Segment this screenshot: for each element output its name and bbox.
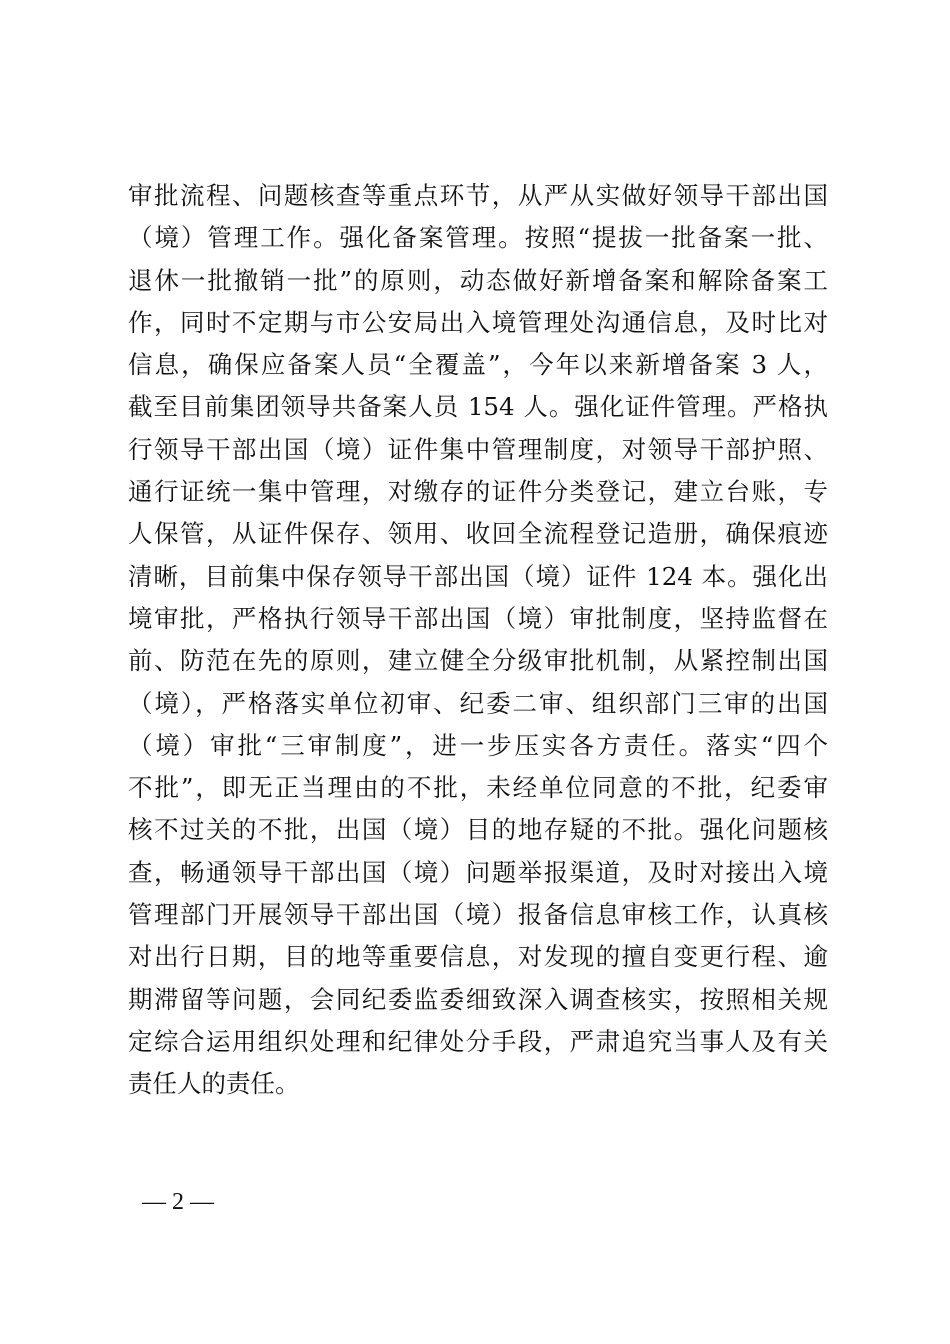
text-line: 境审批，严格执行领导干部出国（境）审批制度，坚持监督在 xyxy=(128,603,828,633)
text-line: （境），严格落实单位初审、纪委二审、组织部门三审的出国 xyxy=(128,688,828,718)
text-line: 信息，确保应备案人员“全覆盖”，今年以来新增备案 3 人， xyxy=(128,350,828,380)
text-line: 审批流程、问题核查等重点环节，从严从实做好领导干部出国 xyxy=(128,181,828,210)
text-line: （境）审批“三审制度”，进一步压实各方责任。落实“四个 xyxy=(128,730,828,760)
text-line: 清晰，目前集中保存领导干部出国（境）证件 124 本。强化出 xyxy=(128,561,828,591)
text-line: 查，畅通领导干部出国（境）问题举报渠道，及时对接出入境 xyxy=(128,857,828,887)
text-line: 不批”，即无正当理由的不批，未经单位同意的不批，纪委审 xyxy=(128,773,828,803)
text-line: 行领导干部出国（境）证件集中管理制度，对领导干部护照、 xyxy=(128,434,828,464)
body-paragraph xyxy=(128,175,828,1106)
text-line: 责任人的责任。 xyxy=(128,1069,300,1099)
text-line: 期滞留等问题，会同纪委监委细致深入调查核实，按照相关规 xyxy=(128,984,828,1014)
text-line: 通行证统一集中管理，对缴存的证件分类登记，建立台账，专 xyxy=(128,477,828,507)
text-line: 截至目前集团领导共备案人员 154 人。强化证件管理。严格执 xyxy=(128,392,828,422)
text-line: 人保管，从证件保存、领用、收回全流程登记造册，确保痕迹 xyxy=(128,519,828,549)
text-line: 定综合运用组织处理和纪律处分手段，严肃追究当事人及有关 xyxy=(128,1026,828,1056)
page-number: — 2 — xyxy=(142,1189,214,1215)
text-line: 核不过关的不批，出国（境）目的地存疑的不批。强化问题核 xyxy=(128,815,828,845)
text-line: （境）管理工作。强化备案管理。按照“提拔一批备案一批、 xyxy=(128,223,828,253)
text-line: 作，同时不定期与市公安局出入境管理处沟通信息，及时比对 xyxy=(128,307,828,337)
text-line: 管理部门开展领导干部出国（境）报备信息审核工作，认真核 xyxy=(128,900,828,930)
text-line: 退休一批撤销一批”的原则，动态做好新增备案和解除备案工 xyxy=(128,265,828,295)
text-line: 对出行日期，目的地等重要信息，对发现的擅自变更行程、逾 xyxy=(128,942,828,972)
text-line: 前、防范在先的原则，建立健全分级审批机制，从紧控制出国 xyxy=(128,646,828,676)
